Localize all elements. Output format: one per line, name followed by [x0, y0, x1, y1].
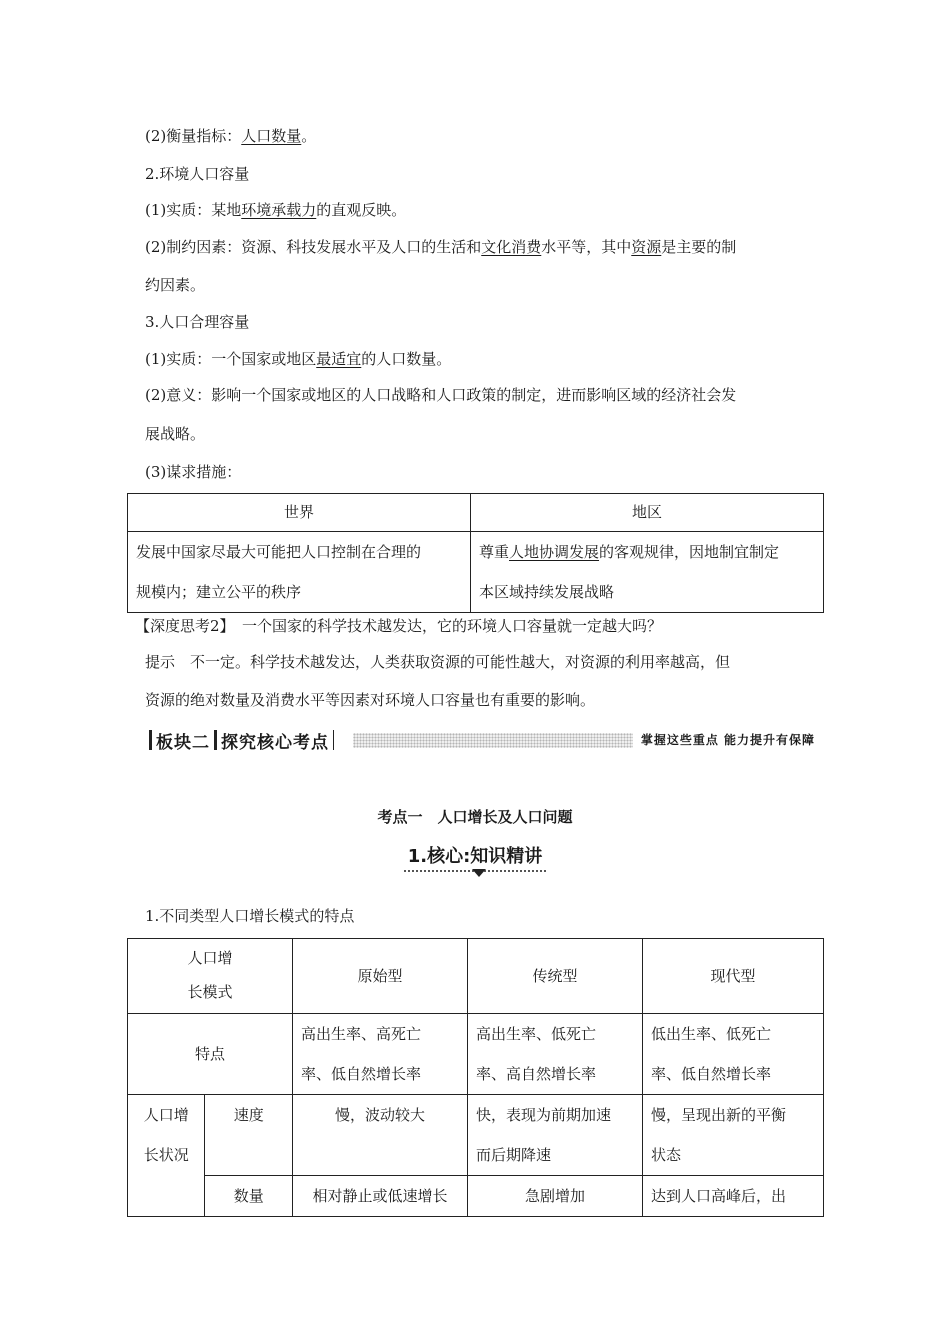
constraint-line [145, 237, 736, 257]
cell-line: 状态 [651, 1146, 682, 1164]
band-part-title: 探究核心考点 [221, 732, 329, 753]
feature-primitive [293, 1014, 468, 1095]
world-measures [128, 532, 471, 613]
significance-line: (2)意义：影响一个国家或地区的人口战略和人口政策的制定，进而影响区域的经济社会发 [145, 386, 737, 404]
growth-mode-table [127, 938, 824, 1217]
band-title [145, 728, 338, 752]
underlined-term: 资源 [631, 238, 662, 256]
underlined-term: 环境承载力 [241, 201, 317, 219]
text: 的直观反映。 [316, 201, 407, 219]
constraint-line-cont: 约因素。 [145, 276, 206, 294]
region-measures [471, 532, 824, 613]
header-modern: 现代型 [643, 939, 824, 1014]
underlined-term: 文化消费 [481, 238, 542, 256]
quantity-label: 数量 [205, 1176, 293, 1217]
quantity-traditional: 急剧增加 [468, 1176, 643, 1217]
cell-line [479, 532, 815, 572]
divider [149, 730, 152, 750]
text: (2)制约因素：资源、科技发展水平及人口的生活和 [145, 238, 482, 256]
measures-line: (3)谋求措施： [145, 463, 242, 481]
cell-line: 长状况 [143, 1146, 189, 1164]
cell-line: 率、低自然增长率 [301, 1065, 422, 1083]
quantity-modern: 达到人口高峰后，出 [643, 1176, 824, 1217]
text: (2)衡量指标： [145, 127, 242, 145]
header-mode [128, 939, 293, 1014]
feature-traditional [468, 1014, 643, 1095]
subsection-title [0, 842, 950, 872]
down-triangle-icon [472, 869, 486, 877]
heading-reasonable-capacity: 3.人口合理容量 [145, 313, 250, 331]
intro-line: 1.不同类型人口增长模式的特点 [145, 907, 355, 925]
speed-traditional [468, 1095, 643, 1176]
hint-answer: 提示 不一定。科学技术越发达，人类获取资源的可能性越大，对资源的利用率越高，但 [145, 653, 731, 671]
text: 水平等，其中 [541, 238, 632, 256]
cell-line: 高出生率、低死亡 [476, 1025, 597, 1043]
section-band [145, 728, 815, 752]
cell-line: 人口增 [143, 1106, 189, 1124]
feature-modern [643, 1014, 824, 1095]
cell-line: 人口增 [187, 949, 233, 967]
header-primitive: 原始型 [293, 939, 468, 1014]
significance-line-cont: 展战略。 [145, 425, 206, 443]
cell-line: 率、低自然增长率 [651, 1065, 772, 1083]
text: (1)实质：一个国家或地区 [145, 350, 317, 368]
cell-line: 慢，呈现出新的平衡 [651, 1106, 787, 1124]
hint-answer-cont: 资源的绝对数量及消费水平等因素对环境人口容量也有重要的影响。 [145, 691, 596, 709]
measure-index-line [145, 126, 316, 146]
essence-line-2 [145, 349, 451, 369]
essence-line [145, 200, 406, 220]
cell-line: 率、高自然增长率 [476, 1065, 597, 1083]
underlined-term: 人地协调发展 [509, 543, 600, 561]
deep-thinking-question: 【深度思考2】 一个国家的科学技术越发达，它的环境人口容量就一定越大吗？ [135, 617, 663, 635]
cell-line: 而后期降速 [476, 1146, 552, 1164]
cell-line: 本区域持续发展战略 [479, 583, 615, 601]
feature-label: 特点 [128, 1014, 293, 1095]
speed-modern [643, 1095, 824, 1176]
cell-line: 规模内；建立公平的秩序 [136, 583, 302, 601]
measures-table [127, 493, 824, 613]
speed-label: 速度 [205, 1095, 293, 1176]
cell-line: 发展中国家尽最大可能把人口控制在合理的 [136, 543, 422, 561]
cell-line: 高出生率、高死亡 [301, 1025, 422, 1043]
section-title: 考点一 人口增长及人口问题 [377, 808, 573, 826]
text: 尊重 [479, 543, 510, 561]
text: 。 [301, 127, 317, 145]
underlined-term: 最适宜 [316, 350, 362, 368]
underlined-term: 人口数量 [241, 127, 302, 145]
cell-line: 快，表现为前期加速 [476, 1106, 612, 1124]
subsection-title-text: 1.核心:知识精讲 [404, 842, 547, 872]
divider [214, 730, 217, 750]
text: 的客观规律，因地制宜制定 [599, 543, 780, 561]
text: (1)实质：某地 [145, 201, 242, 219]
quantity-primitive: 相对静止或低速增长 [293, 1176, 468, 1217]
speed-primitive: 慢，波动较大 [293, 1095, 468, 1176]
text: 的人口数量。 [361, 350, 452, 368]
text: 是主要的制 [661, 238, 737, 256]
cell-line: 长模式 [187, 983, 233, 1001]
status-label [128, 1095, 205, 1217]
band-part-label: 板块二 [156, 732, 210, 753]
header-world: 世界 [128, 494, 471, 532]
heading-env-capacity: 2.环境人口容量 [145, 165, 250, 183]
divider [333, 730, 334, 750]
cell-line: 低出生率、低死亡 [651, 1025, 772, 1043]
band-slogan: 掌握这些重点 能力提升有保障 [633, 728, 815, 752]
header-region: 地区 [471, 494, 824, 532]
header-traditional: 传统型 [468, 939, 643, 1014]
